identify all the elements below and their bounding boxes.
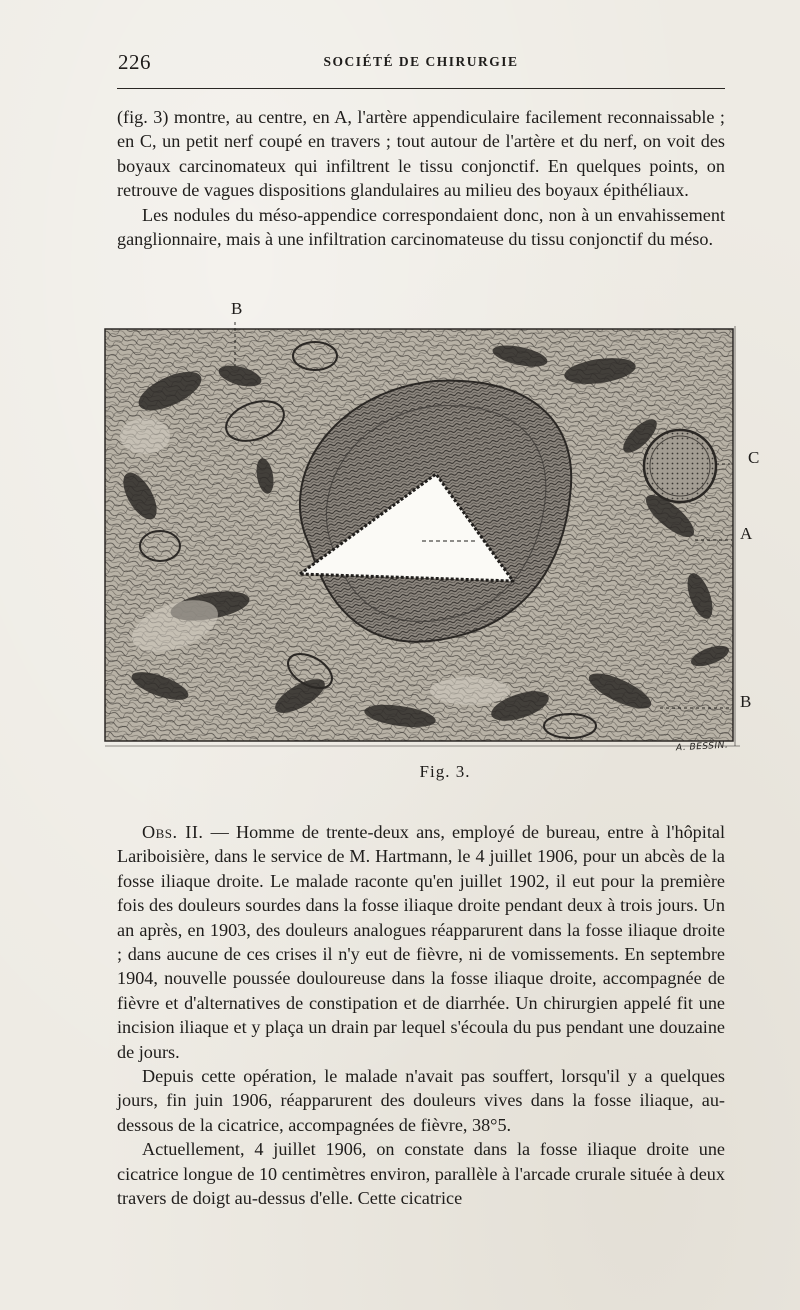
intro-paragraph-2: Les nodules du méso-appendice correspondaient donc, non à un envahissement ganglionnaire, mais à une infiltration carcinomateuse du tissu conjonctif du méso. xyxy=(117,204,725,250)
observation-paragraph-3: Actuellement, 4 juillet 1906, on constate dans la fosse iliaque droite une cicatrice longue de 10 centimètres environ, parallèle à l'arcade crurale située à deux travers de doigt au-dessus d'elle. Cette cicatrice xyxy=(117,1139,725,1209)
page-number: 226 xyxy=(118,50,151,74)
observation-body-1: — Homme de trente-deux ans, employé de bureau, entre à l'hôpital Lariboisière, dans le service de M. Hartmann, le 4 juillet 1906, pour un abcès de la fosse iliaque droite. Le malade raconte qu'en juillet 1902, il eut pour la première fois des douleurs sourdes dans la fosse iliaque droite pendant deux à trois jours. Un an après, en 1903, des douleurs analogues réapparurent dans la fosse iliaque droite ; dans aucune de ces crises il n'y eut de fièvre, ni de vomissements. En septembre 1904, nouvelle poussée douloureuse dans la fosse iliaque droite, accompagnée de fièvre et d'alternatives de constipation et de diarrhée. Un chirurgien appelé fit une incision iliaque et y plaça un drain par lequel s'écoula du pus pendant une douzaine de jours. xyxy=(117,822,726,1062)
observation-text xyxy=(117,820,725,1211)
header-rule xyxy=(117,88,725,89)
histology-illustration xyxy=(100,296,790,796)
label-a: A xyxy=(740,524,753,543)
label-b-bottom: B xyxy=(740,692,752,711)
histology-figure xyxy=(100,296,790,796)
nerve-section xyxy=(644,430,716,502)
observation-paragraph-2: Depuis cette opération, le malade n'avait pas souffert, lorsqu'il y a quelques jours, fin juin 1906, réapparurent des douleurs vives dans la fosse iliaque, au-dessous de la cicatrice, accompagnées de fièvre, 38°5. xyxy=(117,1066,725,1135)
running-title: SOCIÉTÉ DE CHIRURGIE xyxy=(323,54,519,69)
intro-text xyxy=(117,105,725,251)
intro-paragraph-1: (fig. 3) montre, au centre, en A, l'artère appendiculaire facilement reconnaissable ; en C, un petit nerf coupé en travers ; tout autour de l'artère et du nerf, on voit des boyaux carcinomateux qui infiltrent le tissu conjonctif. En quelques points, on retrouve de vagues dispositions glandulaires au milieu des boyaux épithéliaux. xyxy=(117,107,725,201)
observation-paragraph-1 xyxy=(117,820,725,1064)
label-c: C xyxy=(748,448,760,467)
observation-label: Obs. II. xyxy=(142,822,204,842)
page-header xyxy=(115,48,727,76)
artist-signature: A. BESSIN. xyxy=(675,740,729,754)
label-b-top: B xyxy=(231,299,243,318)
figure-caption: Fig. 3. xyxy=(419,762,471,781)
